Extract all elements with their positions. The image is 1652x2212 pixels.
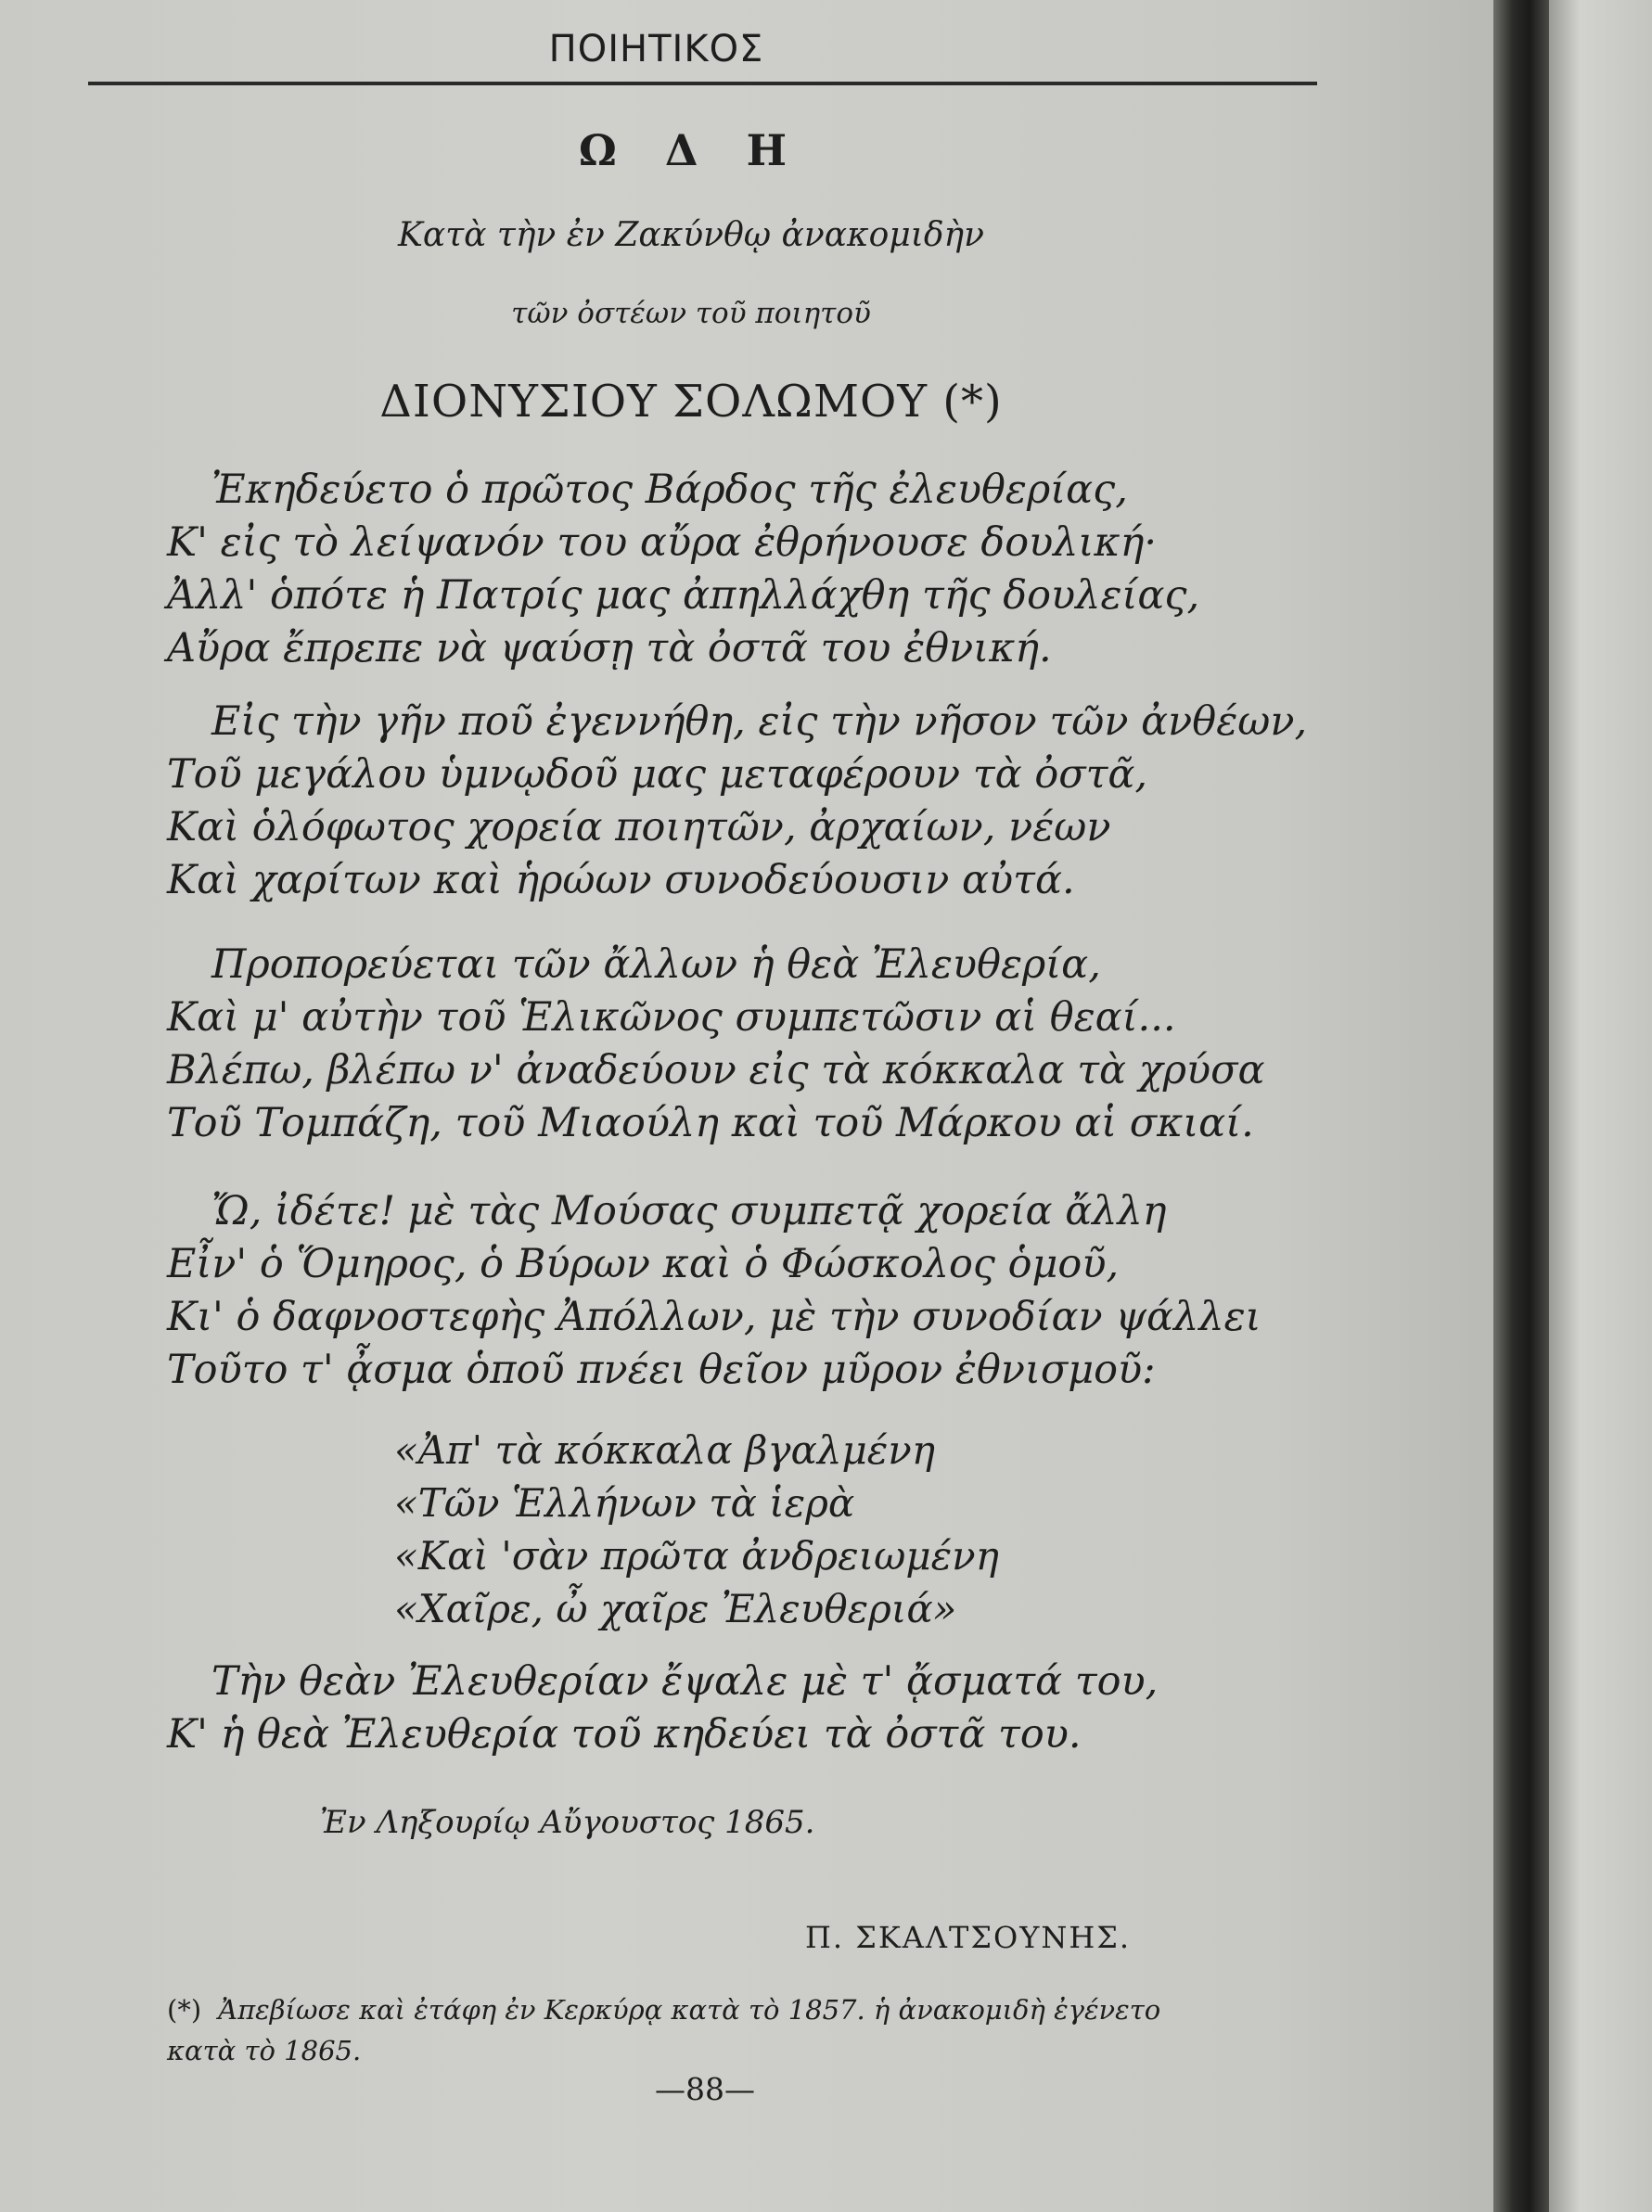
verse-line: Ἐκηδεύετο ὁ πρῶτος Βάρδος τῆς ἐλευθερίας, [211, 467, 1128, 513]
verse-line: Κι' ὁ δαφνοστεφὴς Ἀπόλλων, μὲ τὴν συνοδίαν ψάλλει [167, 1294, 1261, 1340]
stanza-4 [167, 1185, 1280, 1397]
poem-subtitle-line2: τῶν ὀστέων τοῦ ποιητοῦ [511, 297, 871, 330]
running-title: ΠΟΙΗΤΙΚΟΣ [548, 28, 764, 70]
refrain-line: «Ἀπ' τὰ κόκκαλα βγαλμένη [394, 1427, 935, 1473]
verse-line: Καὶ χαρίτων καὶ ἡρώων συνοδεύουσιν αὐτά. [167, 857, 1075, 903]
facing-page-edge [1549, 0, 1652, 2212]
refrain-line: «Τῶν Ἑλλήνων τὰ ἱερὰ [394, 1480, 855, 1526]
author-signature: Π. ΣΚΑΛΤΣΟΥΝΗΣ. [805, 1920, 1132, 1955]
verse-line: Αὔρα ἔπρεπε νὰ ψαύσῃ τὰ ὀστᾶ του ἐθνική. [167, 625, 1052, 671]
poem-subtitle-line1: Κατὰ τὴν ἐν Ζακύνθῳ ἀνακομιδὴν [398, 216, 984, 254]
poet-name: ΔΙΟΝΥΣΙΟΥ ΣΟΛΩΜΟΥ (*) [379, 376, 1003, 428]
verse-line: Καὶ μ' αὐτὴν τοῦ Ἑλικῶνος συμπετῶσιν αἱ θεαί... [167, 994, 1176, 1041]
verse-line: Εἶν' ὁ Ὅμηρος, ὁ Βύρων καὶ ὁ Φώσκολος ὁμοῦ, [167, 1241, 1120, 1287]
verse-line: Εἰς τὴν γῆν ποῦ ἐγεννήθη, εἰς τὴν νῆσον τῶν ἀνθέων, [211, 698, 1308, 745]
stanza-2 [167, 696, 1308, 907]
verse-line: Ἀλλ' ὁπότε ἡ Πατρίς μας ἀπηλλάχθη τῆς δουλείας, [167, 572, 1200, 619]
verse-line: Βλέπω, βλέπω ν' ἀναδεύουν εἰς τὰ κόκκαλα τὰ χρύσα [167, 1047, 1265, 1093]
refrain [394, 1424, 1044, 1635]
page-number: —88— [655, 2071, 755, 2107]
footnote-text: Ἀπεβίωσε καὶ ἐτάφη ἐν Κερκύρᾳ κατὰ τὸ 1857. ἡ ἀνακομιδὴ ἐγένετο κατὰ τὸ 1865. [167, 1994, 1161, 2066]
verse-line: Κ' ἡ θεὰ Ἐλευθερία τοῦ κηδεύει τὰ ὀστᾶ του. [167, 1711, 1082, 1758]
verse-line: Τοῦ μεγάλου ὑμνῳδοῦ μας μεταφέρουν τὰ ὀστᾶ, [167, 751, 1148, 798]
verse-line: Ὤ, ἰδέτε! μὲ τὰς Μούσας συμπετᾷ χορεία ἄλλη [211, 1188, 1167, 1234]
refrain-line: «Καὶ 'σὰν πρῶτα ἀνδρειωμένη [394, 1533, 999, 1579]
verse-line: Κ' εἰς τὸ λείψανόν του αὔρα ἐθρήνουσε δουλική· [167, 519, 1158, 566]
verse-line: Τοῦ Τομπάζη, τοῦ Μιαούλη καὶ τοῦ Μάρκου αἱ σκιαί. [167, 1100, 1254, 1146]
dateline: Ἐν Ληξουρίῳ Αὔγουστος 1865. [320, 1804, 815, 1841]
verse-line: Τὴν θεὰν Ἐλευθερίαν ἔψαλε μὲ τ' ᾄσματά του, [211, 1658, 1159, 1705]
verse-line: Καὶ ὁλόφωτος χορεία ποιητῶν, ἀρχαίων, νέων [167, 804, 1111, 850]
closing-couplet [167, 1656, 1280, 1761]
verse-line: Προπορεύεται τῶν ἄλλων ἡ θεὰ Ἐλευθερία, [211, 941, 1101, 988]
header-rule [88, 82, 1317, 85]
verse-line: Τοῦτο τ' ᾆσμα ὁποῦ πνέει θεῖον μῦρον ἐθνισμοῦ: [167, 1347, 1156, 1393]
footnote-mark: (*) [167, 1994, 202, 2026]
book-spine-gutter [1493, 0, 1549, 2212]
stanza-1 [167, 464, 1280, 675]
refrain-line: «Χαῖρε, ὦ χαῖρε Ἐλευθεριά» [394, 1586, 957, 1631]
stanza-3 [167, 939, 1280, 1150]
footnote [167, 1989, 1215, 2071]
poem-title: Ω Δ Η [578, 125, 804, 175]
